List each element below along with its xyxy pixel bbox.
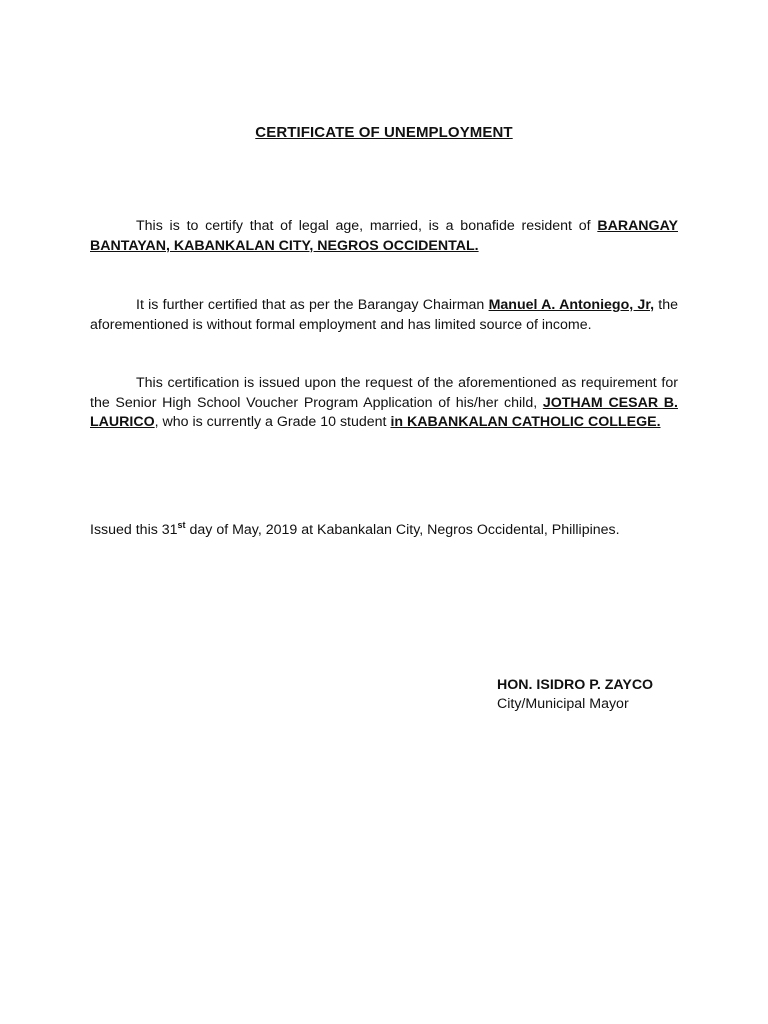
paragraph-issued <box>90 521 690 541</box>
resident-address: BARANGAY BANTAYAN, KABANKALAN CITY, NEGROS OCCIDENTAL. <box>90 218 678 254</box>
child-name: JOTHAM CESAR B. LAURICO <box>90 394 678 430</box>
purpose-text-before: This certification is issued upon the request of the aforementioned as requirement for the Senior High School Voucher Program Application of his/her child, <box>90 375 678 411</box>
chairman-text-before: It is further certified that as per the Barangay Chairman <box>136 297 489 313</box>
chairman-text-after: the aforementioned is without formal employment and has limited source of income. <box>90 297 679 333</box>
issued-suffix: day of May, 2019 at Kabankalan City, Negros Occidental, Phillipines. <box>185 522 620 538</box>
issued-ordinal: st <box>177 520 186 530</box>
document-title <box>0 124 768 141</box>
chairman-name: Manuel A. Antoniego, Jr, <box>488 297 655 313</box>
paragraph-residency <box>90 217 678 256</box>
signatory-position: City/Municipal Mayor <box>497 696 629 712</box>
purpose-text-middle: , who is currently a Grade 10 student <box>154 414 391 430</box>
signature-block <box>497 676 653 714</box>
school-name: in KABANKALAN CATHOLIC COLLEGE. <box>390 414 661 430</box>
issued-prefix: Issued this 31 <box>90 522 178 538</box>
residency-text: This is to certify that of legal age, married, is a bonafide resident of <box>136 218 598 234</box>
paragraph-chairman <box>90 296 678 335</box>
signatory-name: HON. ISIDRO P. ZAYCO <box>497 677 654 693</box>
title-text: CERTIFICATE OF UNEMPLOYMENT <box>255 124 513 141</box>
paragraph-purpose <box>90 374 678 433</box>
